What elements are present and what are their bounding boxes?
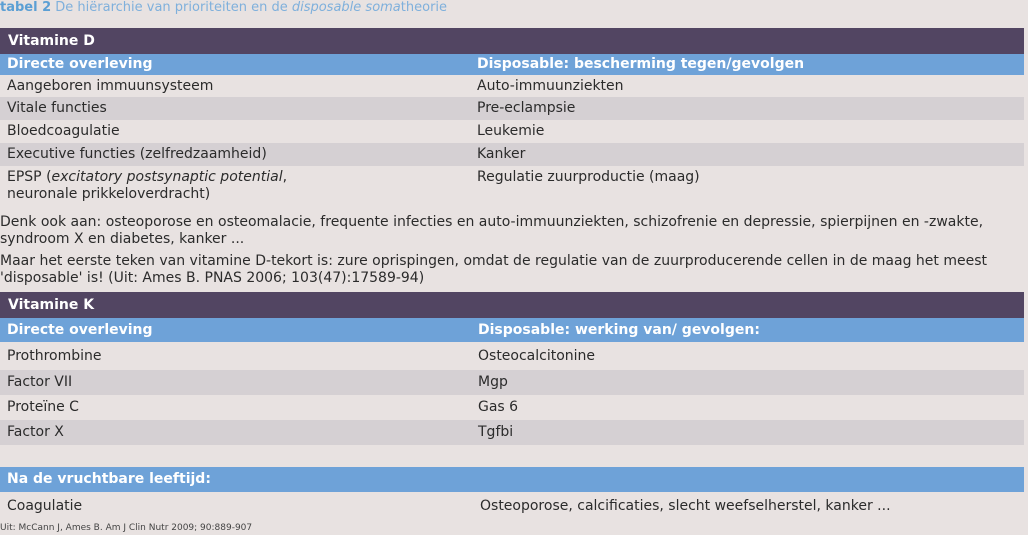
caption-label: tabel 2 (0, 0, 52, 15)
post-fertile-col2: Osteoporose, calcificaties, slecht weefselherstel, kanker ... (480, 498, 891, 514)
vitamin-d-row1-col1: Aangeboren immuunsysteem (7, 78, 214, 94)
vitamin-k-header-row (0, 318, 1024, 342)
table-row (0, 166, 1024, 206)
vitamin-k-row2-col2: Mgp (478, 374, 508, 390)
vitamin-d-row5-col1 (7, 169, 357, 203)
table-row (0, 420, 1024, 445)
vitamin-d-row3-col1: Bloedcoagulatie (7, 123, 120, 139)
post-fertile-col1: Coagulatie (7, 498, 83, 514)
vitamin-d-row3-col2: Leukemie (477, 123, 545, 139)
vitamin-d-note-1 (0, 214, 1028, 248)
vitamin-k-row3-col1: Proteïne C (7, 399, 79, 415)
vitamin-d-row5-col1-em: excitatory postsynaptic potential (51, 169, 283, 185)
vitamin-k-row4-col2: Tgfbi (478, 424, 514, 440)
vitamin-k-row3-col2: Gas 6 (478, 399, 519, 415)
table-row (0, 143, 1024, 166)
table-caption (0, 0, 447, 18)
source-citation: Uit: McCann J, Ames B. Am J Clin Nutr 2009; 90:889-907 (0, 523, 253, 533)
vitamin-d-title: Vitamine D (8, 33, 95, 49)
vitamin-k-title: Vitamine K (8, 297, 95, 313)
vitamin-d-col1-header: Directe overleving (7, 56, 153, 72)
vitamin-d-row4-col2: Kanker (477, 146, 526, 162)
table-row (0, 342, 1024, 370)
vitamin-d-row5-col1-post: , neuronale prikkeloverdracht) (7, 169, 288, 202)
note-line-2: syndroom X en diabetes, kanker ... (0, 231, 245, 247)
table-row (0, 97, 1024, 120)
table-row (0, 120, 1024, 143)
vitamin-d-title-bar (0, 28, 1024, 54)
note-line-1: Denk ook aan: osteoporose en osteomalacie, frequente infecties en auto-immuunziekten, schizofrenie en depressie, spierpijnen en -zwakte, (0, 214, 984, 230)
table-row (0, 75, 1024, 97)
vitamin-d-note-2 (0, 253, 1028, 287)
vitamin-k-col2-header: Disposable: werking van/ gevolgen: (478, 322, 760, 338)
vitamin-k-row1-col1: Prothrombine (7, 348, 102, 364)
vitamin-d-row2-col1: Vitale functies (7, 100, 107, 116)
vitamin-k-col1-header: Directe overleving (7, 322, 153, 338)
vitamin-k-row2-col1: Factor VII (7, 374, 73, 390)
vitamin-d-col2-header: Disposable: bescherming tegen/gevolgen (477, 56, 805, 72)
vitamin-k-row1-col2: Osteocalcitonine (478, 348, 596, 364)
table-row (0, 370, 1024, 395)
vitamin-k-row4-col1: Factor X (7, 424, 64, 440)
caption-text-pre: De hiërarchie van prioriteiten en de (51, 0, 292, 15)
vitamin-d-row4-col1: Executive functies (zelfredzaamheid) (7, 146, 267, 162)
note-line-4: 'disposable' is! (Uit: Ames B. PNAS 2006; 103(47):17589-94) (0, 270, 425, 286)
vitamin-k-title-bar (0, 292, 1024, 318)
caption-text-post: theorie (400, 0, 448, 15)
note-line-3: Maar het eerste teken van vitamine D-tekort is: zure oprispingen, omdat de regulatie van de zuurproducerende cellen in de maag het meest (0, 253, 987, 269)
caption-text-em: disposable soma (291, 0, 401, 15)
vitamin-d-header-row (0, 54, 1024, 75)
table-row (0, 395, 1024, 420)
vitamin-d-row5-col2: Regulatie zuurproductie (maag) (477, 169, 700, 185)
post-fertile-header: Na de vruchtbare leeftijd: (7, 471, 211, 487)
post-fertile-header-row (0, 467, 1024, 492)
table-row (0, 493, 1024, 519)
vitamin-d-row1-col2: Auto-immuunziekten (477, 78, 624, 94)
vitamin-d-row2-col2: Pre-eclampsie (477, 100, 576, 116)
vitamin-d-row5-col1-pre: EPSP ( (7, 169, 52, 185)
